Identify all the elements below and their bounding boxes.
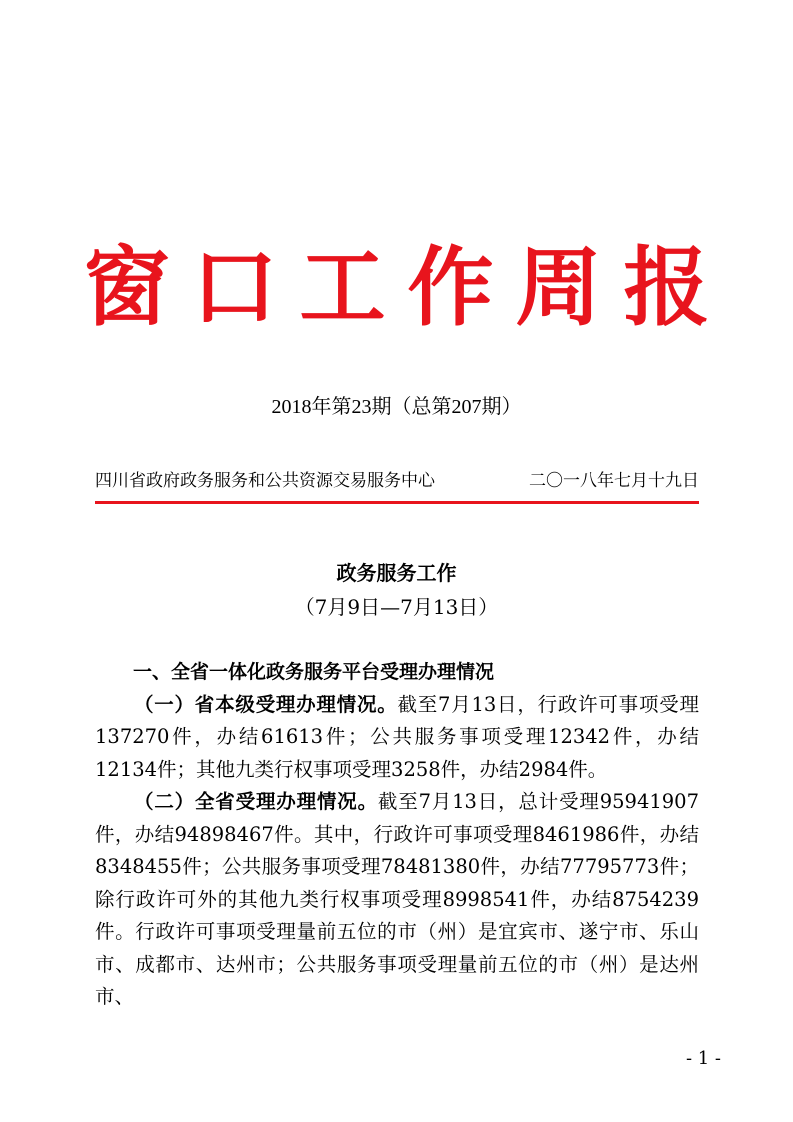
masthead-title: 窗口工作周报	[83, 237, 732, 338]
paragraph-statewide	[95, 786, 699, 1014]
paragraph-text: 截至7月13日，行政许可事项受理137270件，办结61613件；公共服务事项受理12342件，办结12134件；其他九类行权事项受理3258件，办结2984件。	[95, 692, 699, 781]
heading-level-1: 一、全省一体化政务服务平台受理办理情况	[133, 661, 495, 683]
page-number: - 1 -	[685, 1048, 721, 1069]
issue-date: 二〇一八年七月十九日	[529, 471, 699, 491]
paragraph-label: （二）全省受理办理情况。	[134, 790, 378, 813]
issuing-organization: 四川省政府政务服务和公共资源交易服务中心	[95, 471, 435, 491]
meta-row	[95, 466, 699, 496]
paragraph-label: （一）省本级受理办理情况。	[134, 692, 398, 716]
body-text	[95, 656, 699, 1014]
paragraph-text: 截至7月13日，总计受理95941907件，办结94898467件。其中，行政许可事项受理8461986件，办结8348455件；公共服务事项受理78481380件，办结77795773件；除行政许可外的其他九类行权事项受理8998541件，办结8754239件。行政许可事项受理量前五位的市（州）是宜宾市、遂宁市、乐山市、成都市、达州市；公共服务事项受理量前五位的市（州）是达州市、	[95, 790, 699, 1008]
section-title: 政务服务工作	[336, 561, 457, 585]
section-date-range: （7月9日—7月13日）	[294, 595, 499, 619]
paragraph-provincial	[95, 689, 699, 787]
red-divider-line	[95, 501, 699, 504]
issue-number: 2018年第23期（总第207期）	[271, 396, 522, 418]
